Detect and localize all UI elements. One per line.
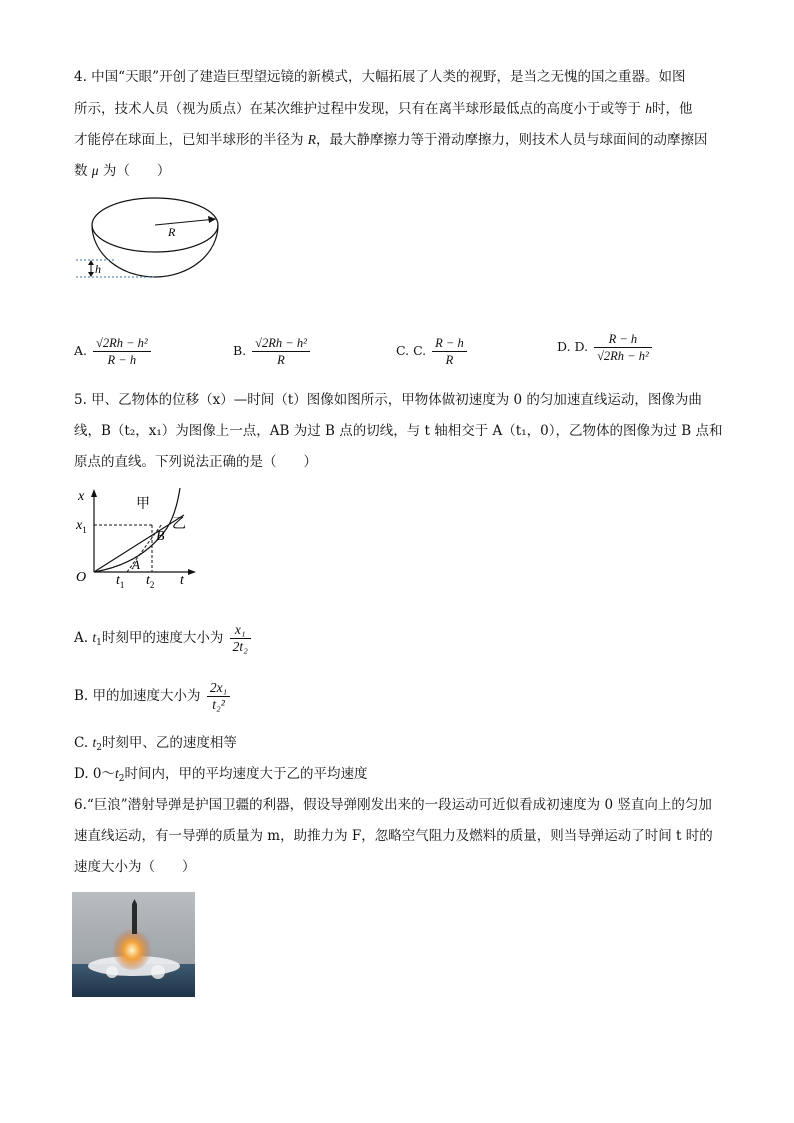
- height-arrow-up: [88, 260, 94, 265]
- q5-option-a-den: 2t₂: [232, 639, 248, 654]
- q4-option-d-fraction: [594, 331, 652, 364]
- q5-line-3: 原点的直线。下列说法正确的是（ ）: [74, 454, 317, 470]
- q5-option-a[interactable]: [74, 622, 253, 655]
- q4-option-c-den: R: [445, 353, 454, 367]
- label-A: A: [132, 557, 140, 572]
- q4-option-a-num: √2Rh − h²: [93, 335, 151, 352]
- xt-graph: [72, 484, 202, 594]
- q4-option-c-num: R − h: [432, 335, 467, 352]
- q5-option-b-fraction: [207, 680, 230, 713]
- x-axis-arrow: [91, 489, 97, 497]
- q4-line-4: [74, 161, 170, 181]
- q4-option-a-label: A.: [74, 343, 88, 358]
- q6-line-2: 速直线运动，有一导弹的质量为 m，助推力为 F，忽略空气阻力及燃料的质量，则当导弹运动了时间 t 时的: [74, 828, 713, 844]
- q5-option-b-num: 2x₁: [207, 680, 230, 697]
- fig-label-h: h: [95, 262, 101, 276]
- q4-line-3: [74, 130, 708, 150]
- q5-option-a-prefix: A.: [74, 630, 93, 646]
- spray-left: [106, 966, 118, 978]
- q4-line-3b: ，最大静摩擦力等于滑动摩擦力，则技术人员与球面间的动摩擦因: [316, 132, 708, 148]
- q5-option-a-sub: 1: [96, 638, 102, 648]
- q5-option-c-t: t: [92, 735, 97, 750]
- q4-option-d[interactable]: [557, 331, 654, 364]
- t-axis-arrow: [188, 569, 196, 575]
- q4-option-a-fraction: [93, 335, 151, 368]
- q4-option-c-label: C. C.: [396, 343, 427, 358]
- q5-option-c-sub: 2: [96, 743, 102, 753]
- q5-option-c[interactable]: [74, 733, 237, 758]
- q4-line-2b: 时，他: [652, 101, 693, 117]
- height-arrow-down: [88, 272, 94, 277]
- q6-line-3: 速度大小为（ ）: [74, 859, 196, 875]
- q5-option-d-sub: 2: [118, 774, 125, 784]
- q4-option-b[interactable]: [233, 335, 312, 368]
- label-x-axis: x: [78, 489, 85, 504]
- q5-option-d-prefix: D. 0～: [74, 766, 116, 782]
- hemisphere-figure: [70, 192, 230, 292]
- q5-option-a-fraction: [230, 622, 251, 655]
- q6-line-1: 6.“巨浪”潜射导弹是护国卫疆的利器，假设导弹刚发出来的一段运动可近似看成初速度为 0 竖直向上的匀加: [74, 797, 712, 813]
- label-t1: $t_1$: [116, 573, 125, 590]
- q4-option-c[interactable]: [396, 335, 469, 368]
- q5-option-c-prefix: C.: [74, 735, 93, 751]
- q4-option-d-label: D. D.: [557, 339, 589, 354]
- q5-option-d[interactable]: [74, 764, 368, 789]
- q4-option-a[interactable]: [74, 335, 153, 368]
- q4-option-d-den: √2Rh − h²: [597, 349, 649, 363]
- label-origin: O: [76, 570, 87, 585]
- q4-option-b-den: R: [277, 353, 285, 367]
- missile-body: [132, 904, 137, 934]
- label-x1: $x_1$: [76, 518, 87, 535]
- label-t-axis: t: [180, 573, 184, 588]
- q5-option-a-t: t: [92, 630, 97, 645]
- q4-option-b-fraction: [252, 335, 310, 368]
- radius-line: [155, 219, 216, 225]
- q4-var-R: R: [307, 132, 317, 147]
- q5-option-a-text: 时刻甲的速度大小为: [101, 630, 224, 646]
- q4-option-d-num: R − h: [594, 331, 652, 348]
- q5-line-1: 5. 甲、乙物体的位移（x）—时间（t）图像如图所示，甲物体做初速度为 0 的匀加速直线运动，图像为曲: [74, 392, 702, 408]
- q4-option-b-label: B.: [233, 343, 247, 358]
- q4-option-c-fraction: [432, 335, 467, 368]
- label-t2: $t_2$: [146, 573, 155, 590]
- q4-option-b-num: √2Rh − h²: [252, 335, 310, 352]
- q5-option-c-text: 时刻甲、乙的速度相等: [101, 735, 237, 751]
- missile-launch-illustration: [72, 892, 195, 997]
- q4-line-2a: 所示，技术人员（视为质点）在某次维护过程中发现，只有在离半球形最低点的高度小于或等于: [74, 101, 641, 117]
- bowl-body: [92, 225, 218, 277]
- q4-line-4b: 为（ ）: [102, 163, 171, 179]
- label-yi: 乙: [172, 517, 186, 532]
- q5-option-a-num: x₁: [230, 622, 251, 639]
- label-B: B: [156, 529, 165, 544]
- spray-right: [151, 965, 165, 979]
- q4-option-a-den: R − h: [107, 353, 137, 367]
- q5-option-b-den: t₂²: [212, 697, 225, 712]
- q5-line-2: 线，B（t₂，x₁）为图像上一点，AB 为过 B 点的切线，与 t 轴相交于 A（t₁，0），乙物体的图像为过 B 点和: [74, 423, 723, 439]
- q5-option-b-text: B. 甲的加速度大小为: [74, 688, 201, 704]
- q4-line-3a: 才能停在球面上，已知半球形的半径为: [74, 132, 304, 148]
- q4-line-2: [74, 99, 693, 119]
- label-jia: 甲: [136, 497, 150, 512]
- q4-line-1: 4. 中国“天眼”开创了建造巨型望远镜的新模式，大幅拓展了人类的视野，是当之无愧的国之重器。如图: [74, 69, 686, 85]
- q4-var-mu: μ: [91, 163, 99, 178]
- missile-launch-photo: [72, 892, 195, 997]
- q4-line-4a: 数: [74, 163, 88, 179]
- fig-label-R: R: [168, 225, 176, 239]
- q4-var-h: h: [645, 101, 653, 116]
- q5-option-d-text: 时间内，甲的平均速度大于乙的平均速度: [124, 766, 368, 782]
- q5-option-b[interactable]: [74, 680, 232, 713]
- q5-option-d-t: t: [115, 766, 119, 781]
